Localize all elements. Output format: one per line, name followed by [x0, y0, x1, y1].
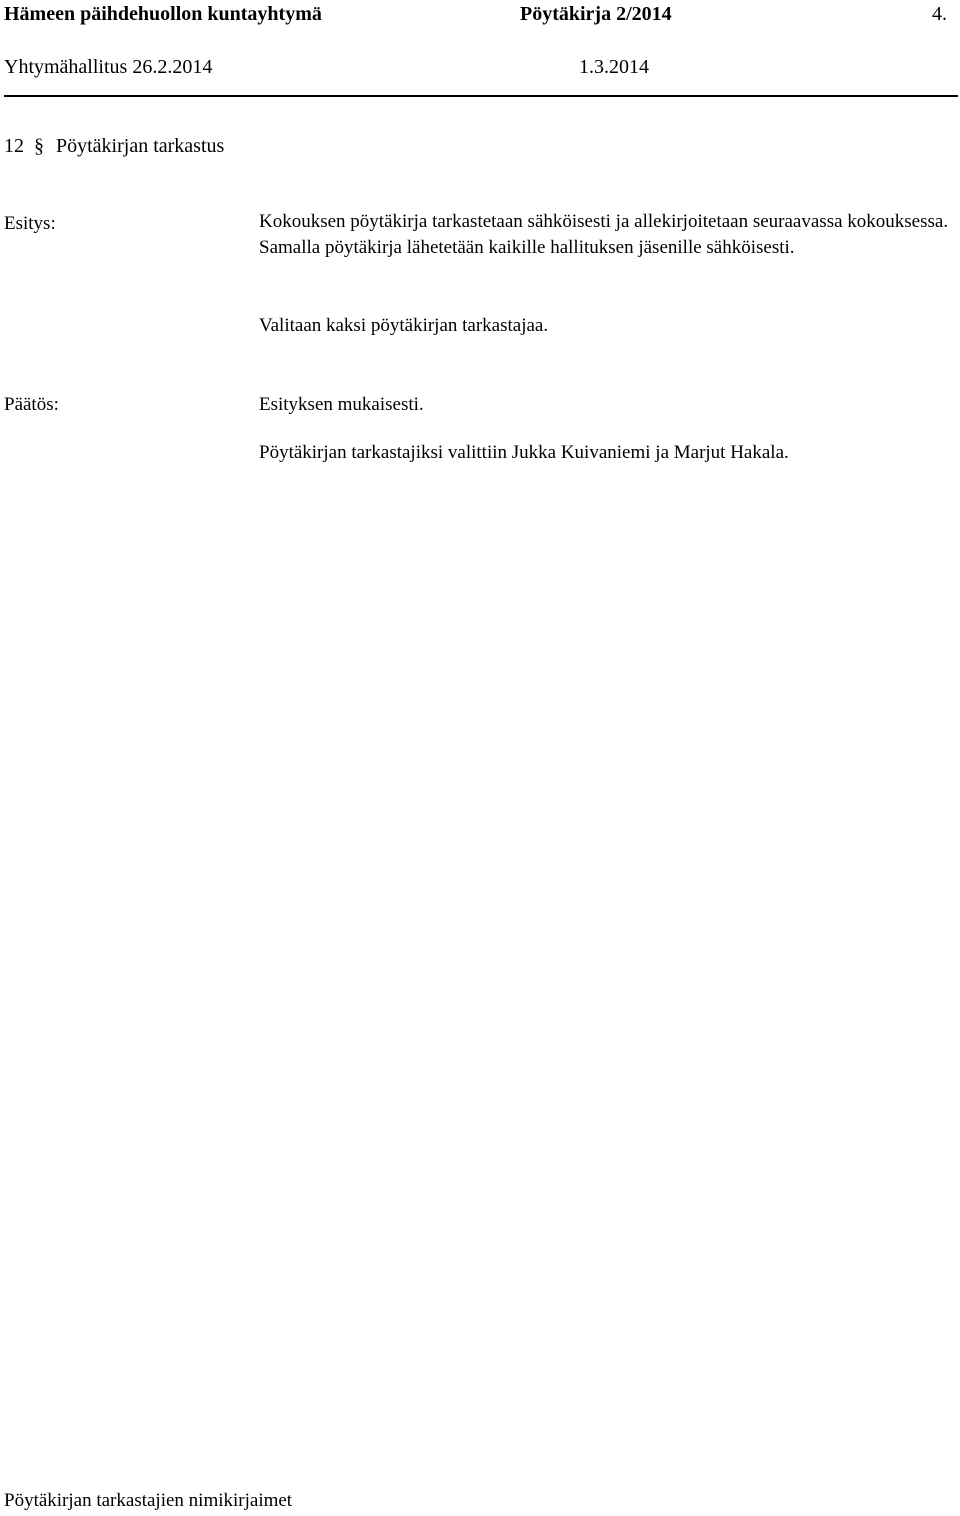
decision-paragraph-1: Esityksen mukaisesti.	[259, 394, 424, 415]
proposal-label: Esitys:	[4, 213, 56, 234]
section-symbol: §	[34, 135, 44, 157]
document-title: Pöytäkirja 2/2014	[520, 3, 672, 25]
proposal-paragraph-2: Valitaan kaksi pöytäkirjan tarkastajaa.	[259, 315, 549, 336]
decision-paragraph-2: Pöytäkirjan tarkastajiksi valittiin Jukka Kuivaniemi ja Marjut Hakala.	[259, 442, 789, 463]
meeting-name: Yhtymähallitus 26.2.2014	[4, 56, 213, 78]
section-heading	[4, 133, 224, 159]
protocol-date: 1.3.2014	[579, 56, 649, 78]
page-number: 4.	[932, 3, 947, 25]
footer-initials-label: Pöytäkirjan tarkastajien nimikirjaimet	[4, 1490, 293, 1511]
section-number: 12	[4, 135, 24, 157]
proposal-paragraph-1: Kokouksen pöytäkirja tarkastetaan sähköisesti ja allekirjoitetaan seuraavassa kokouksessa. Samalla pöytäkirja lähetetään kaikille hallituksen jäsenille sähköisesti.	[259, 211, 949, 258]
header-divider	[4, 95, 958, 97]
section-title: Pöytäkirjan tarkastus	[56, 135, 225, 157]
organization-name: Hämeen päihdehuollon kuntayhtymä	[4, 3, 322, 25]
decision-label: Päätös:	[4, 394, 59, 415]
